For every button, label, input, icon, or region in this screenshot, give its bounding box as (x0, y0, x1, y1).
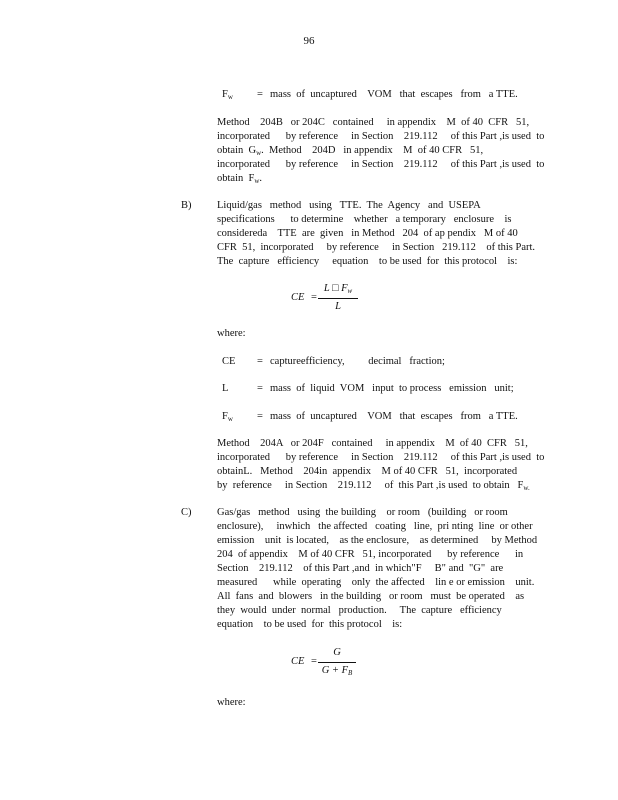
fraction-bar (318, 298, 358, 299)
definition-symbol: Fw (222, 411, 233, 423)
text-line: obtain Gw. Method 204D in appendix M of 40 CFR 51, (217, 145, 484, 157)
definition-symbol: Fw (222, 89, 233, 101)
text-line: equation to be used for this protocol is: (217, 619, 403, 630)
text-line: obtain Fw. (217, 173, 263, 185)
section-marker: B) (181, 200, 192, 211)
text-line: considereda TTE are given in Method 204 of ap pendix M of 40 (217, 228, 518, 239)
definition-text: mass of uncaptured VOM that escapes from a TTE. (270, 89, 518, 100)
text-line: measured while operating only the affected lin e or emission unit. (217, 577, 535, 588)
formula-numerator: L □ Fw (323, 283, 353, 295)
definition-text: mass of uncaptured VOM that escapes from a TTE. (270, 411, 518, 422)
text-line: Method 204A or 204F contained in appendix M of 40 CFR 51, (217, 438, 528, 449)
section-marker: C) (181, 507, 192, 518)
formula-denominator: L (335, 301, 341, 312)
formula-denominator: G + FB (321, 665, 353, 677)
text-line: Method 204B or 204C contained in appendix M of 40 CFR 51, (217, 117, 530, 128)
text-line: obtainL. Method 204in appendix M of 40 CFR 51, incorporated (217, 466, 518, 477)
text-line: they would under normal production. The capture efficiency (217, 605, 502, 616)
definition-text: captureefficiency, decimal fraction; (270, 356, 445, 367)
where-label: where: (217, 328, 246, 339)
formula-lhs: CE (291, 656, 305, 667)
fraction-bar (318, 662, 356, 663)
definition-symbol: L (222, 383, 229, 394)
definition-symbol: CE (222, 356, 236, 367)
where-label: where: (217, 697, 246, 708)
text-line: Gas/gas method using the building or room (building or room (217, 507, 508, 518)
definition-equals: = (257, 89, 263, 100)
formula-equals: = (311, 656, 317, 667)
text-line: The capture efficiency equation to be used for this protocol is: (217, 256, 518, 267)
text-line: enclosure), inwhich the affected coating line, pri nting line or other (217, 521, 533, 532)
text-line: Liquid/gas method using TTE. The Agency and USEPA (217, 200, 481, 211)
text-line: 204 of appendix M of 40 CFR 51, incorporated by reference in (217, 549, 524, 560)
definition-text: mass of liquid VOM input to process emission unit; (270, 383, 514, 394)
text-line: incorporated by reference in Section 219.112 of this Part ,is used to (217, 452, 545, 463)
text-line: incorporated by reference in Section 219.112 of this Part ,is used to (217, 131, 545, 142)
text-line: CFR 51, incorporated by reference in Section 219.112 of this Part. (217, 242, 536, 253)
formula-lhs: CE (291, 292, 305, 303)
text-line: incorporated by reference in Section 219.112 of this Part ,is used to (217, 159, 545, 170)
definition-equals: = (257, 383, 263, 394)
text-line: Section 219.112 of this Part ,and in which"F B" and "G" are (217, 563, 504, 574)
formula-equals: = (311, 292, 317, 303)
definition-equals: = (257, 411, 263, 422)
text-line: specifications to determine whether a temporary enclosure is (217, 214, 512, 225)
text-line: by reference in Section 219.112 of this Part ,is used to obtain Fw. (217, 480, 530, 492)
definition-equals: = (257, 356, 263, 367)
page-number: 96 (303, 35, 315, 47)
text-line: emission unit is located, as the enclosure, as determined by Method (217, 535, 538, 546)
formula-numerator: G (333, 647, 341, 658)
text-line: All fans and blowers in the building or room must be operated as (217, 591, 525, 602)
